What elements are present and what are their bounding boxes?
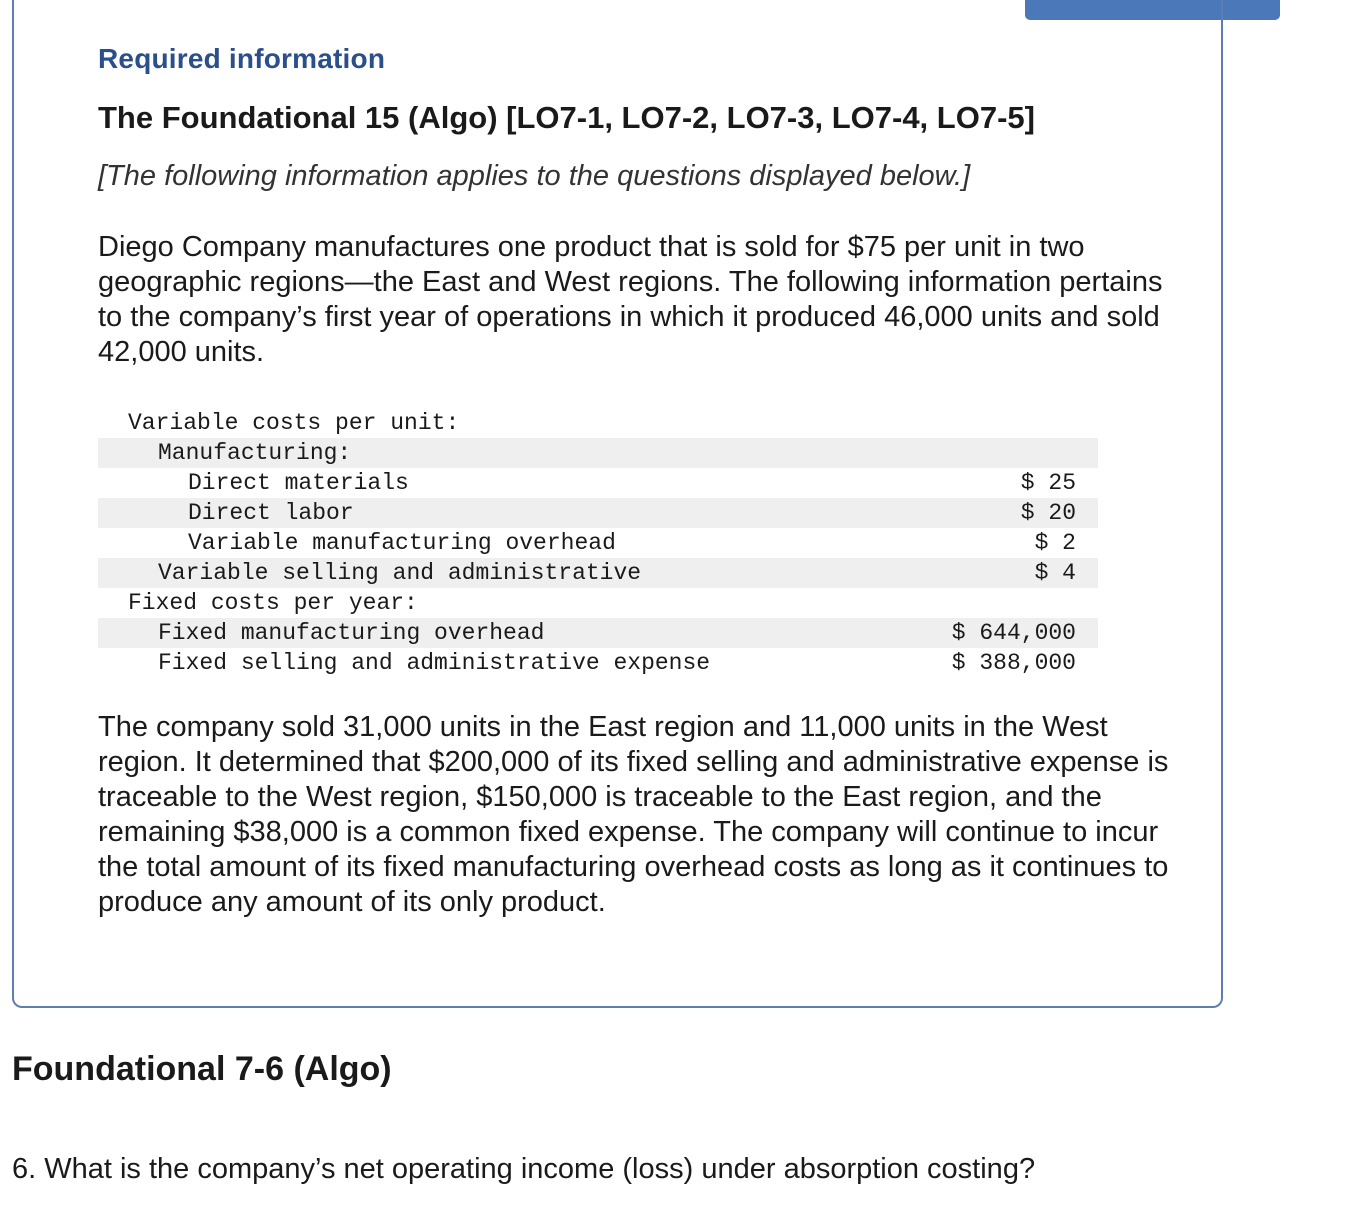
row-value: $ 20: [1020, 500, 1076, 526]
row-label: Fixed costs per year:: [128, 590, 418, 616]
problem-title: The Foundational 15 (Algo) [LO7-1, LO7-2, LO7-3, LO7-4, LO7-5]: [98, 100, 1035, 135]
section-heading: Foundational 7-6 (Algo): [12, 1050, 392, 1088]
row-label: Fixed manufacturing overhead: [158, 620, 545, 646]
row-value: $ 25: [1020, 470, 1076, 496]
applies-note: [The following information applies to the questions displayed below.]: [98, 160, 971, 192]
table-row: [98, 648, 1098, 678]
table-row: [98, 468, 1098, 498]
table-row: [98, 438, 1098, 468]
problem-description: Diego Company manufactures one product that is sold for $75 per unit in two geographic regions—the East and West regions. The following information pertains to the company’s first year of operations in which it produced 46,000 units and sold 42,000 units.: [98, 231, 1163, 368]
row-label: Variable selling and administrative: [158, 560, 642, 586]
row-value: $ 2: [1034, 530, 1076, 556]
table-row: [98, 618, 1098, 648]
table-row: [98, 558, 1098, 588]
additional-information: The company sold 31,000 units in the East region and 11,000 units in the West region. It determined that $200,000 of its fixed selling and administrative expense is traceable to the West region, $150,000 is traceable to the East region, and the remaining $38,000 is a common fixed expense. The company will continue to incur the total amount of its fixed manufacturing overhead costs as long as it continues to produce any amount of its only product.: [98, 711, 1169, 918]
row-label: Fixed selling and administrative expense: [158, 650, 711, 676]
question-text: 6. What is the company’s net operating income (loss) under absorption costing?: [12, 1153, 1036, 1185]
row-value: $ 4: [1034, 560, 1076, 586]
row-label: Variable manufacturing overhead: [188, 530, 616, 556]
table-row: [98, 588, 1098, 618]
row-label: Direct labor: [188, 500, 354, 526]
table-row: [98, 498, 1098, 528]
cost-table: [98, 408, 1098, 678]
table-row: [98, 408, 1098, 438]
row-value: $ 388,000: [951, 650, 1076, 676]
table-row: [98, 528, 1098, 558]
row-value: $ 644,000: [951, 620, 1076, 646]
required-information-heading: Required information: [98, 43, 386, 74]
row-label: Manufacturing:: [158, 440, 352, 466]
row-label: Direct materials: [188, 470, 409, 496]
row-label: Variable costs per unit:: [128, 410, 460, 436]
